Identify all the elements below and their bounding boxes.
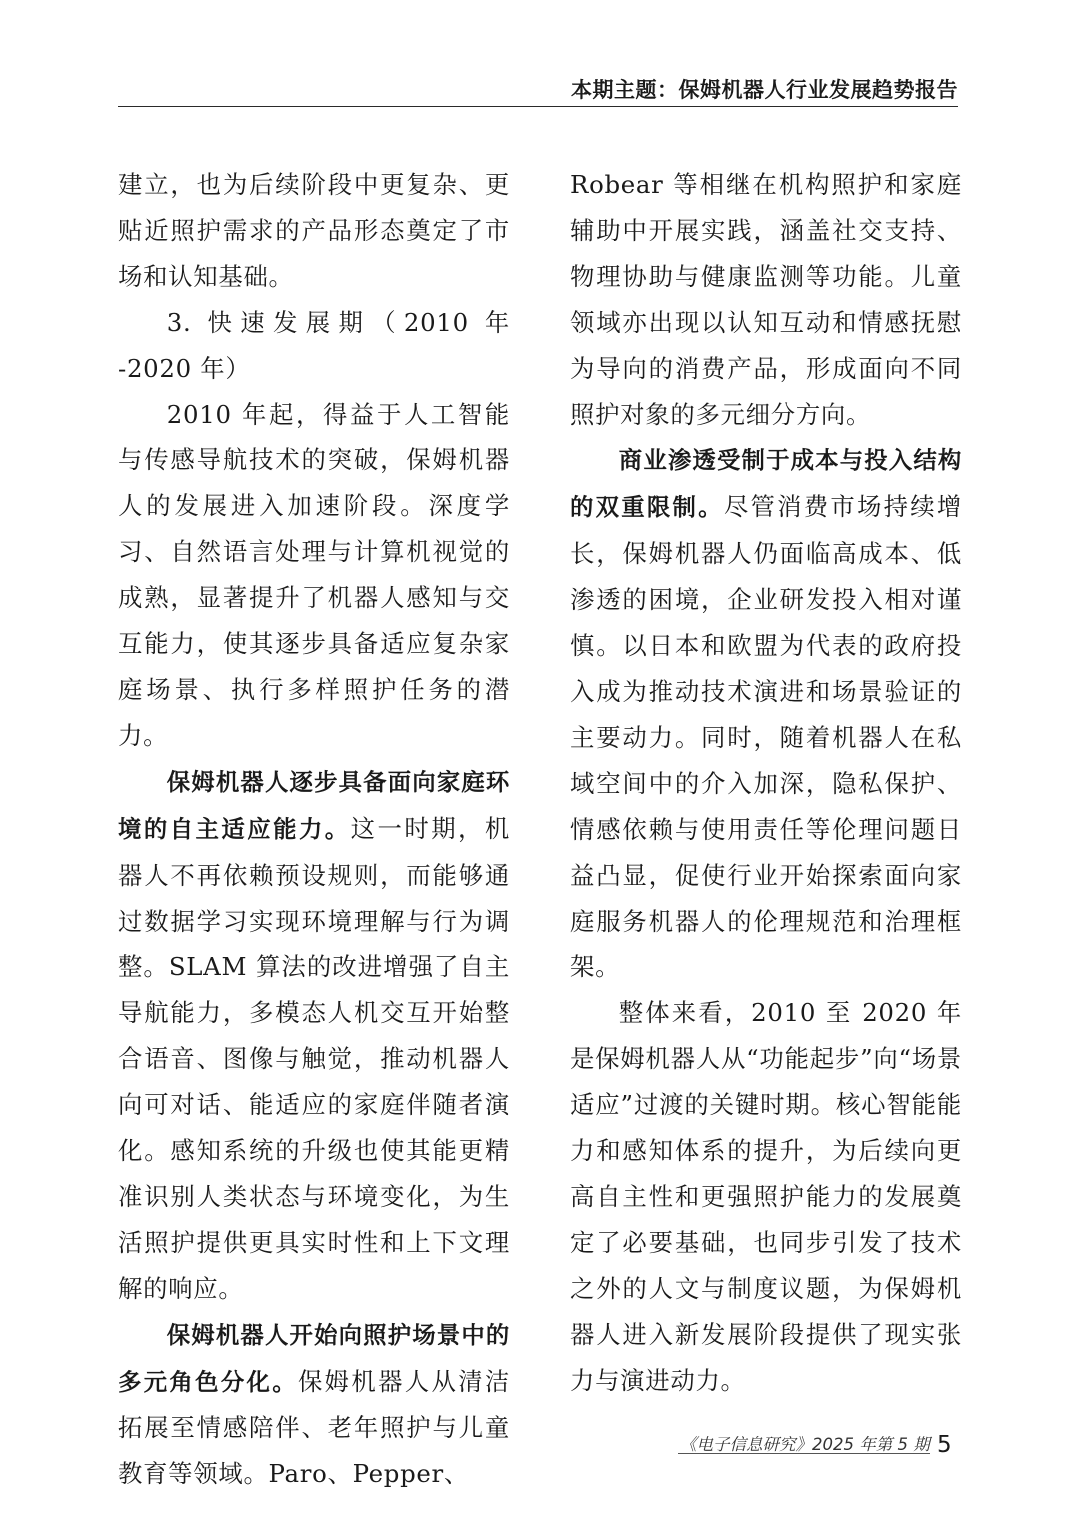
right-column [570, 162, 962, 1403]
right-paragraph-2-lead: 商业渗透受制于成本与投入结构的双重限制。 [570, 446, 962, 522]
left-paragraph-4-lead: 保姆机器人开始向照护场景中的多元角色分化。 [118, 1320, 510, 1396]
header-rule [118, 106, 958, 107]
left-paragraph-3-body: 这一时期，机器人不再依赖预设规则，而能够通过数据学习实现环境理解与行为调整。SLAM 算法的改进增强了自主导航能力，多模态人机交互开始整合语音、图像与触觉，推动机器人向可对话、能适应的家庭伴随者演化。感知系统的升级也使其能更精准识别人类状态与环境变化，为生活照护提供更具实时性和上下文理解的响应。 [118, 813, 510, 1303]
right-paragraph-2 [570, 437, 962, 990]
right-paragraph-1: Robear 等相继在机构照护和家庭辅助中开展实践，涵盖社交支持、物理协助与健康监测等功能。儿童领域亦出现以认知互动和情感抚慰为导向的消费产品，形成面向不同照护对象的多元细分方向。 [570, 170, 962, 429]
left-paragraph-2: 2010 年起，得益于人工智能与传感导航技术的突破，保姆机器人的发展进入加速阶段。深度学习、自然语言处理与计算机视觉的成熟，显著提升了机器人感知与交互能力，使其逐步具备适应复杂家庭场景、执行多样照护任务的潜力。 [118, 399, 510, 750]
right-paragraph-3: 整体来看，2010 至 2020 年是保姆机器人从“功能起步”向“场景适应”过渡的关键时期。核心智能能力和感知体系的提升，为后续向更高自主性和更强照护能力的发展奠定了必要基础，也同步引发了技术之外的人文与制度议题，为保姆机器人进入新发展阶段提供了现实张力与演进动力。 [570, 998, 962, 1395]
left-paragraph-4 [118, 1312, 510, 1498]
section-heading: 3. 快速发展期（2010 年 -2020 年） [118, 307, 510, 383]
left-column [118, 162, 510, 1497]
left-paragraph-3 [118, 759, 510, 1312]
left-paragraph-4-body: 保姆机器人从清洁拓展至情感陪伴、老年照护与儿童教育等领域。Paro、Pepper、 [118, 1366, 510, 1489]
right-paragraph-2-body: 尽管消费市场持续增长，保姆机器人仍面临高成本、低渗透的困境，企业研发投入相对谨慎。以日本和欧盟为代表的政府投入成为推动技术演进和场景验证的主要动力。同时，随着机器人在私域空间中的介入加深，隐私保护、情感依赖与使用责任等伦理问题日益凸显，促使行业开始探索面向家庭服务机器人的伦理规范和治理框架。 [570, 492, 962, 982]
footer-journal-name: 《电子信息研究》2025 年第 5 期 [680, 1435, 930, 1454]
running-header-title: 本期主题：保姆机器人行业发展趋势报告 [571, 78, 958, 102]
page-number: 5 [937, 1432, 952, 1458]
left-paragraph-1: 建立，也为后续阶段中更复杂、更贴近照护需求的产品形态奠定了市场和认知基础。 [118, 170, 510, 291]
left-paragraph-3-lead: 保姆机器人逐步具备面向家庭环境的自主适应能力。 [118, 767, 510, 843]
footer-rule [678, 1453, 930, 1454]
